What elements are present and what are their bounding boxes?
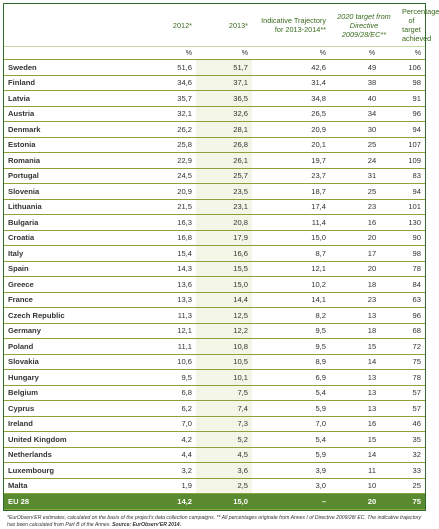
- value-2013: 23,5: [196, 184, 252, 200]
- country-name: Luxembourg: [4, 463, 139, 479]
- value-2013: 3,6: [196, 463, 252, 479]
- eu-value-2013: 15,0: [196, 494, 252, 510]
- unit-cell: %: [139, 47, 196, 60]
- value-2012: 14,3: [139, 261, 196, 277]
- value-2013: 32,6: [196, 106, 252, 122]
- table-row: [4, 292, 425, 308]
- value-percentage: 107: [400, 137, 425, 153]
- value-2020-target: 16: [330, 416, 400, 432]
- country-name: France: [4, 292, 139, 308]
- value-2013: 26,8: [196, 137, 252, 153]
- value-trajectory: 18,7: [252, 184, 330, 200]
- value-2012: 1,9: [139, 478, 196, 494]
- value-2012: 11,3: [139, 308, 196, 324]
- table-row: [4, 168, 425, 184]
- value-2012: 24,5: [139, 168, 196, 184]
- table-row: [4, 463, 425, 479]
- country-name: Bulgaria: [4, 215, 139, 231]
- value-2013: 16,6: [196, 246, 252, 262]
- value-2020-target: 49: [330, 60, 400, 76]
- country-name: Malta: [4, 478, 139, 494]
- value-2020-target: 20: [330, 261, 400, 277]
- unit-cell: %: [196, 47, 252, 60]
- value-trajectory: 17,4: [252, 199, 330, 215]
- unit-cell: %: [252, 47, 330, 60]
- value-2020-target: 14: [330, 354, 400, 370]
- table-row: [4, 354, 425, 370]
- value-percentage: 57: [400, 385, 425, 401]
- value-percentage: 72: [400, 339, 425, 355]
- value-2020-target: 15: [330, 339, 400, 355]
- value-percentage: 33: [400, 463, 425, 479]
- value-trajectory: 5,4: [252, 385, 330, 401]
- value-percentage: 98: [400, 75, 425, 91]
- value-trajectory: 10,2: [252, 277, 330, 293]
- header-2013: 2013*: [228, 20, 248, 30]
- country-name: Spain: [4, 261, 139, 277]
- value-2012: 35,7: [139, 91, 196, 107]
- value-2012: 32,1: [139, 106, 196, 122]
- value-2012: 4,4: [139, 447, 196, 463]
- value-2020-target: 13: [330, 308, 400, 324]
- value-2013: 10,1: [196, 370, 252, 386]
- value-2012: 4,2: [139, 432, 196, 448]
- table-row: [4, 106, 425, 122]
- value-percentage: 78: [400, 261, 425, 277]
- value-2020-target: 31: [330, 168, 400, 184]
- value-2012: 22,9: [139, 153, 196, 169]
- value-2012: 51,6: [139, 60, 196, 76]
- country-name: Cyprus: [4, 401, 139, 417]
- value-2013: 10,5: [196, 354, 252, 370]
- value-trajectory: 3,0: [252, 478, 330, 494]
- value-percentage: 94: [400, 184, 425, 200]
- table-row: [4, 323, 425, 339]
- value-trajectory: 34,8: [252, 91, 330, 107]
- footnote-source: Source: EurObserv'ER 2014.: [112, 521, 182, 528]
- unit-blank: [4, 47, 139, 60]
- unit-row: [4, 47, 425, 60]
- value-2012: 15,4: [139, 246, 196, 262]
- value-2020-target: 24: [330, 153, 400, 169]
- eu-total-row: [4, 494, 425, 510]
- value-2013: 5,2: [196, 432, 252, 448]
- country-name: Finland: [4, 75, 139, 91]
- table-row: [4, 199, 425, 215]
- footnote: [3, 511, 426, 529]
- renewable-share-table: [4, 4, 439, 510]
- value-2013: 28,1: [196, 122, 252, 138]
- value-2012: 13,6: [139, 277, 196, 293]
- value-percentage: 75: [400, 354, 425, 370]
- value-trajectory: 7,0: [252, 416, 330, 432]
- value-2020-target: 10: [330, 478, 400, 494]
- value-2020-target: 40: [330, 91, 400, 107]
- value-2020-target: 25: [330, 184, 400, 200]
- value-percentage: 78: [400, 370, 425, 386]
- country-name: Latvia: [4, 91, 139, 107]
- value-2013: 12,5: [196, 308, 252, 324]
- value-percentage: 90: [400, 230, 425, 246]
- country-name: Slovakia: [4, 354, 139, 370]
- value-trajectory: 9,5: [252, 323, 330, 339]
- value-percentage: 130: [400, 215, 425, 231]
- value-2020-target: 20: [330, 230, 400, 246]
- value-2012: 26,2: [139, 122, 196, 138]
- value-2012: 10,6: [139, 354, 196, 370]
- value-2013: 23,1: [196, 199, 252, 215]
- country-name: United Kingdom: [4, 432, 139, 448]
- eu-value-2012: 14,2: [139, 494, 196, 510]
- value-trajectory: 5,9: [252, 401, 330, 417]
- value-2012: 6,2: [139, 401, 196, 417]
- eu-value-2020-target: 20: [330, 494, 400, 510]
- value-trajectory: 20,9: [252, 122, 330, 138]
- value-percentage: 96: [400, 106, 425, 122]
- value-2020-target: 13: [330, 401, 400, 417]
- value-2020-target: 16: [330, 215, 400, 231]
- value-percentage: 68: [400, 323, 425, 339]
- country-name: Austria: [4, 106, 139, 122]
- country-name: Croatia: [4, 230, 139, 246]
- value-2012: 25,8: [139, 137, 196, 153]
- value-percentage: 96: [400, 308, 425, 324]
- table-row: [4, 137, 425, 153]
- country-name: Portugal: [4, 168, 139, 184]
- value-percentage: 91: [400, 91, 425, 107]
- country-name: Czech Republic: [4, 308, 139, 324]
- value-percentage: 63: [400, 292, 425, 308]
- eu-value-trajectory: –: [252, 494, 330, 510]
- table-body: [4, 47, 425, 510]
- eu-name: EU 28: [4, 494, 139, 510]
- value-2012: 21,5: [139, 199, 196, 215]
- value-trajectory: 9,5: [252, 339, 330, 355]
- country-name: Sweden: [4, 60, 139, 76]
- value-2013: 25,7: [196, 168, 252, 184]
- value-trajectory: 6,9: [252, 370, 330, 386]
- value-trajectory: 20,1: [252, 137, 330, 153]
- value-2020-target: 38: [330, 75, 400, 91]
- value-trajectory: 8,7: [252, 246, 330, 262]
- table-row: [4, 339, 425, 355]
- value-percentage: 35: [400, 432, 425, 448]
- header-blank: [4, 4, 139, 47]
- value-percentage: 25: [400, 478, 425, 494]
- value-percentage: 32: [400, 447, 425, 463]
- value-2013: 7,4: [196, 401, 252, 417]
- country-name: Romania: [4, 153, 139, 169]
- value-2020-target: 18: [330, 323, 400, 339]
- eu-value-percentage: 75: [400, 494, 425, 510]
- value-2012: 7,0: [139, 416, 196, 432]
- country-name: Poland: [4, 339, 139, 355]
- table-row: [4, 246, 425, 262]
- value-2012: 13,3: [139, 292, 196, 308]
- value-2012: 12,1: [139, 323, 196, 339]
- value-2013: 4,5: [196, 447, 252, 463]
- value-trajectory: 5,9: [252, 447, 330, 463]
- value-trajectory: 11,4: [252, 215, 330, 231]
- table-row: [4, 153, 425, 169]
- table-row: [4, 230, 425, 246]
- header-2020-target: 2020 target from Directive 2009/28/EC**: [337, 11, 391, 39]
- value-2013: 7,3: [196, 416, 252, 432]
- table-row: [4, 416, 425, 432]
- value-trajectory: 23,7: [252, 168, 330, 184]
- value-2012: 3,2: [139, 463, 196, 479]
- value-2013: 51,7: [196, 60, 252, 76]
- footnote-text: *EurObserv'ER estimates, calculated on the basis of the project's data collection campaigns. ** All percentages originate from Annex I of Directive 2009/28/ EC. The indicative trajectory has been calculated from Part B of the Annex.: [7, 514, 422, 528]
- table-row: [4, 122, 425, 138]
- value-percentage: 46: [400, 416, 425, 432]
- value-2013: 26,1: [196, 153, 252, 169]
- value-trajectory: 3,9: [252, 463, 330, 479]
- value-percentage: 101: [400, 199, 425, 215]
- value-trajectory: 8,2: [252, 308, 330, 324]
- value-2012: 34,6: [139, 75, 196, 91]
- country-name: Lithuania: [4, 199, 139, 215]
- country-name: Estonia: [4, 137, 139, 153]
- value-percentage: 109: [400, 153, 425, 169]
- value-2020-target: 23: [330, 199, 400, 215]
- value-trajectory: 14,1: [252, 292, 330, 308]
- value-2020-target: 30: [330, 122, 400, 138]
- value-2013: 15,0: [196, 277, 252, 293]
- country-name: Slovenia: [4, 184, 139, 200]
- table-row: [4, 261, 425, 277]
- table-row: [4, 478, 425, 494]
- value-trajectory: 8,9: [252, 354, 330, 370]
- table-row: [4, 432, 425, 448]
- table-row: [4, 277, 425, 293]
- header-2012: 2012*: [172, 20, 192, 30]
- value-2012: 11,1: [139, 339, 196, 355]
- country-name: Greece: [4, 277, 139, 293]
- table-row: [4, 75, 425, 91]
- value-2013: 10,8: [196, 339, 252, 355]
- value-2013: 2,5: [196, 478, 252, 494]
- value-trajectory: 42,6: [252, 60, 330, 76]
- header-row: [4, 4, 425, 47]
- value-2020-target: 11: [330, 463, 400, 479]
- value-percentage: 83: [400, 168, 425, 184]
- value-2013: 15,5: [196, 261, 252, 277]
- value-2020-target: 23: [330, 292, 400, 308]
- value-trajectory: 5,4: [252, 432, 330, 448]
- value-2020-target: 17: [330, 246, 400, 262]
- value-trajectory: 26,5: [252, 106, 330, 122]
- country-name: Netherlands: [4, 447, 139, 463]
- value-2020-target: 18: [330, 277, 400, 293]
- unit-cell: %: [330, 47, 400, 60]
- table-row: [4, 91, 425, 107]
- table-row: [4, 385, 425, 401]
- value-trajectory: 19,7: [252, 153, 330, 169]
- value-2020-target: 15: [330, 432, 400, 448]
- value-percentage: 57: [400, 401, 425, 417]
- value-2020-target: 25: [330, 137, 400, 153]
- header-percentage-achieved: Percentage of target achieved: [402, 7, 439, 43]
- value-2013: 12,2: [196, 323, 252, 339]
- value-2013: 17,9: [196, 230, 252, 246]
- value-2012: 16,8: [139, 230, 196, 246]
- value-2013: 37,1: [196, 75, 252, 91]
- country-name: Hungary: [4, 370, 139, 386]
- table-row: [4, 215, 425, 231]
- table-frame: [3, 3, 439, 511]
- country-name: Belgium: [4, 385, 139, 401]
- table-row: [4, 60, 425, 76]
- value-trajectory: 15,0: [252, 230, 330, 246]
- value-2012: 9,5: [139, 370, 196, 386]
- unit-cell: %: [400, 47, 425, 60]
- value-2013: 20,8: [196, 215, 252, 231]
- value-percentage: 98: [400, 246, 425, 262]
- table-row: [4, 184, 425, 200]
- header-trajectory: Indicative Trajectory for 2013-2014**: [261, 16, 326, 34]
- country-name: Ireland: [4, 416, 139, 432]
- value-trajectory: 12,1: [252, 261, 330, 277]
- value-2013: 36,5: [196, 91, 252, 107]
- value-percentage: 106: [400, 60, 425, 76]
- table-row: [4, 401, 425, 417]
- value-2013: 7,5: [196, 385, 252, 401]
- value-2012: 20,9: [139, 184, 196, 200]
- value-2013: 14,4: [196, 292, 252, 308]
- value-2012: 6,8: [139, 385, 196, 401]
- value-2020-target: 14: [330, 447, 400, 463]
- value-2012: 16,3: [139, 215, 196, 231]
- country-name: Germany: [4, 323, 139, 339]
- table-row: [4, 308, 425, 324]
- value-2020-target: 34: [330, 106, 400, 122]
- value-trajectory: 31,4: [252, 75, 330, 91]
- table-row: [4, 447, 425, 463]
- country-name: Italy: [4, 246, 139, 262]
- country-name: Denmark: [4, 122, 139, 138]
- value-2020-target: 13: [330, 370, 400, 386]
- value-percentage: 94: [400, 122, 425, 138]
- value-2020-target: 13: [330, 385, 400, 401]
- table-row: [4, 370, 425, 386]
- value-percentage: 84: [400, 277, 425, 293]
